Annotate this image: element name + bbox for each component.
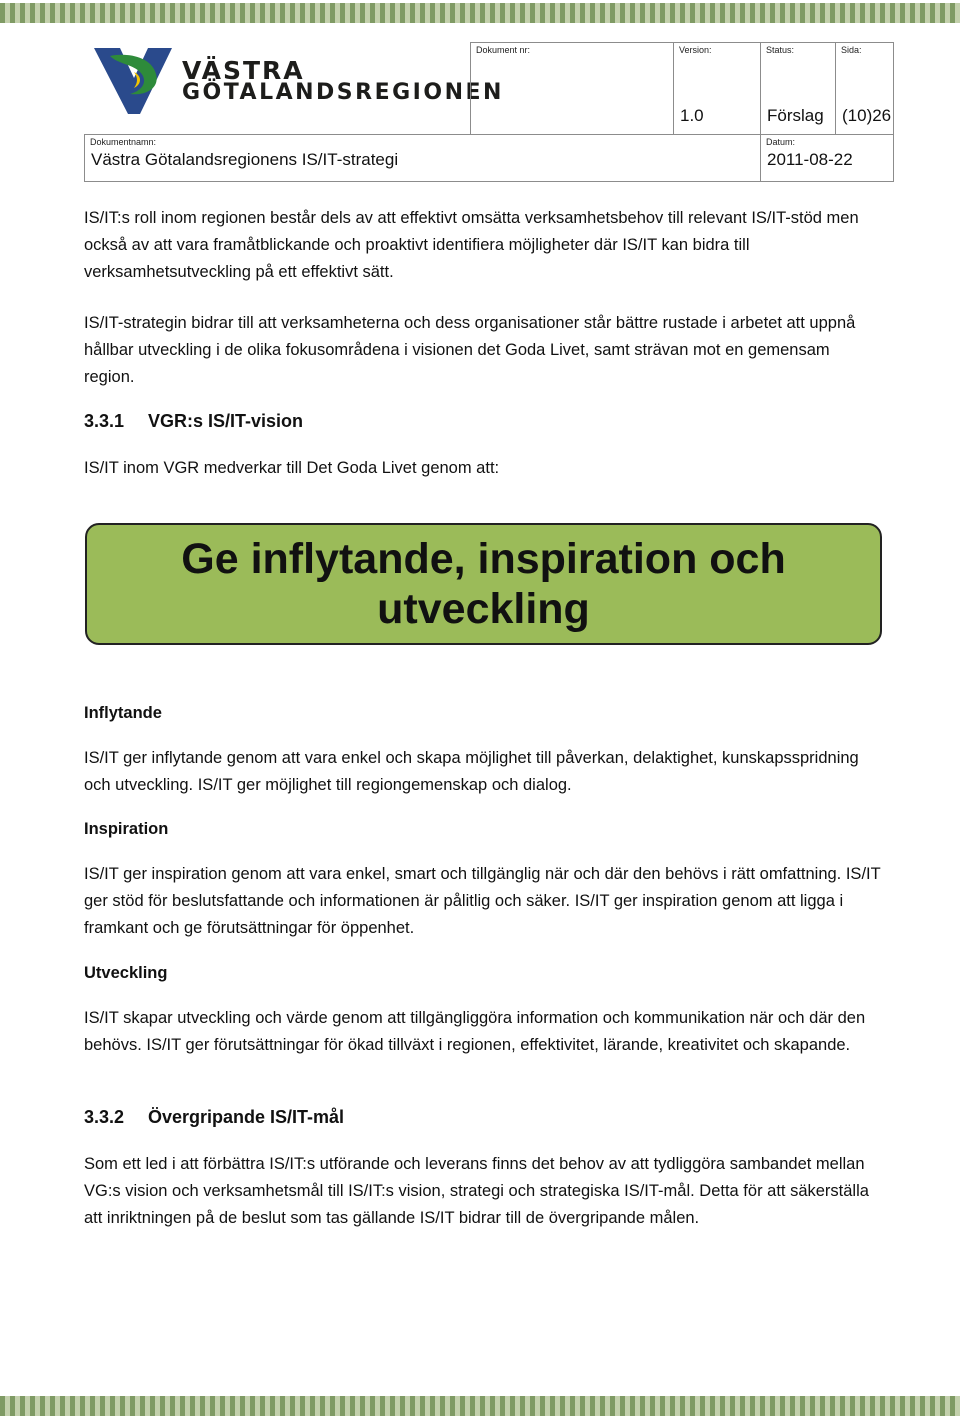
vision-statement: Ge inflytande, inspiration och utveckling [181, 535, 786, 633]
decorative-bottom-stripe [0, 1396, 960, 1416]
vision-statement-box [85, 523, 882, 645]
date-label: Datum: [766, 137, 796, 147]
section-title: VGR:s IS/IT-vision [148, 411, 304, 431]
vgr-logo-icon [90, 44, 176, 120]
status-cell [760, 42, 836, 135]
doc-name-cell [84, 134, 761, 182]
section-heading-goals [84, 1107, 344, 1128]
section-heading-vision [84, 411, 303, 432]
date-value: 2011-08-22 [767, 150, 853, 169]
date-cell [760, 134, 894, 182]
version-value: 1.0 [680, 106, 704, 125]
paragraph-role: IS/IT:s roll inom regionen består dels av att effektivt omsätta verksamhetsbehov till relevant IS/IT-stöd men också av att vara framåtblickande och proaktivt identifiera möjligheter där IS/IT kan bidra till verksamhetsutveckling på ett effektivt sätt. [84, 209, 859, 281]
heading-inflytande: Inflytande [84, 704, 162, 722]
logo-text-line1: VÄSTRA [182, 56, 305, 85]
paragraph-utveckling: IS/IT skapar utveckling och värde genom att tillgängliggöra information och kommunikation när och där den behövs. IS/IT ger förutsättningar för ökad tillväxt i regionen, effektivitet, lärande, kreativitet och skapande. [84, 1009, 866, 1054]
paragraph-inflytande: IS/IT ger inflytande genom att vara enkel och skapa möjlighet till påverkan, delaktighet, kunskapsspridning och utveckling. IS/IT ger möjlighet till regiongemenskap och dialog. [84, 749, 859, 794]
heading-utveckling: Utveckling [84, 964, 168, 982]
heading-inspiration: Inspiration [84, 820, 169, 838]
status-label: Status: [766, 45, 795, 55]
section-title: Övergripande IS/IT-mål [148, 1107, 345, 1127]
doc-name-label: Dokumentnamn: [90, 137, 157, 147]
doc-name-value: Västra Götalandsregionens IS/IT-strategi [91, 150, 399, 169]
version-cell [673, 42, 761, 135]
doc-nr-cell [470, 42, 674, 135]
status-value: Förslag [767, 106, 824, 125]
section-number: 3.3.1 [84, 411, 125, 431]
vision-intro: IS/IT inom VGR medverkar till Det Goda Livet genom att: [84, 459, 500, 477]
page-label: Sida: [841, 45, 862, 55]
document-header [84, 42, 894, 182]
doc-nr-label: Dokument nr: [476, 45, 531, 55]
decorative-top-stripe [0, 3, 960, 23]
page-value: (10)26 [842, 106, 892, 125]
version-label: Version: [679, 45, 712, 55]
section-number: 3.3.2 [84, 1107, 125, 1127]
paragraph-goals: Som ett led i att förbättra IS/IT:s utförande och leverans finns det behov av att tydliggöra sambandet mellan VG:s vision och verksamhetsmål till IS/IT:s vision, strategi och strategiska IS/IT-mål. Detta för att säkerställa att inriktningen på de beslut som tas gällande IS/IT bidrar till de övergripande målen. [84, 1155, 869, 1227]
logo-text-line2: GÖTALANDSREGIONEN [182, 80, 504, 105]
page-cell [835, 42, 894, 135]
paragraph-inspiration: IS/IT ger inspiration genom att vara enkel, smart och tillgänglig när och där den behövs i rätt omfattning. IS/IT ger stöd för beslutsfattande och informationen är pålitlig och säker. IS/IT ger inspiration genom att ligga i framkant och ge förutsättningar för öppenhet. [84, 865, 881, 937]
paragraph-strategy: IS/IT-strategin bidrar till att verksamheterna och dess organisationer står bättre rustade i arbetet att uppnå hållbar utveckling i de olika fokusområdena i visionen det Goda Livet, samt strävan mot en gemensam region. [84, 314, 856, 386]
